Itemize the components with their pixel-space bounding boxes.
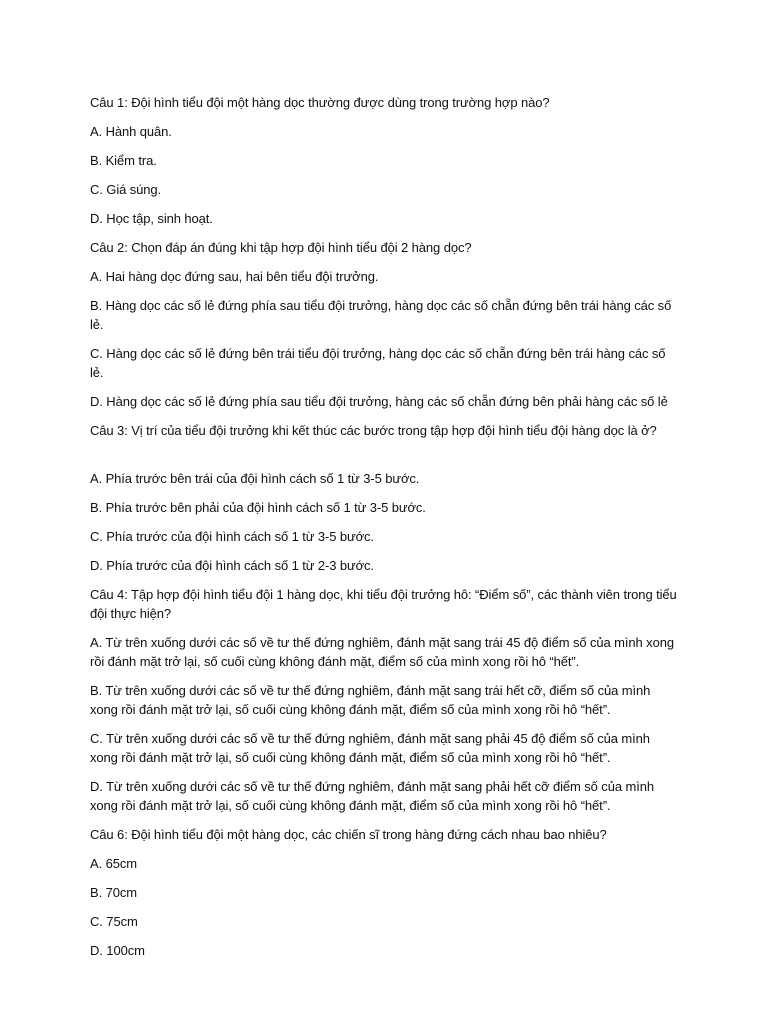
document-content <box>90 93 680 970</box>
answer-option: A. 65cm <box>90 856 137 871</box>
answer-option: C. Từ trên xuống dưới các số về tư thế đứng nghiêm, đánh mặt sang phải 45 độ điểm số của mình xong rồi đánh mặt trở lại, số cuối cùng không đánh mặt, điểm số của mình xong rồi hô “hết”. <box>90 731 650 765</box>
answer-option: B. Từ trên xuống dưới các số về tư thế đứng nghiêm, đánh mặt sang trái hết cỡ, điểm số của mình xong rồi đánh mặt trở lại, số cuối cùng không đánh mặt, điểm số của mình xong rồi hô “hết”. <box>90 683 651 717</box>
question-2 <box>90 238 680 411</box>
answer-option: C. Hàng dọc các số lẻ đứng bên trái tiểu đội trưởng, hàng dọc các số chẵn đứng bên trái hàng các số lẻ. <box>90 346 666 380</box>
question-text: Câu 3: Vị trí của tiểu đội trưởng khi kết thúc các bước trong tập hợp đội hình tiểu đội hàng dọc là ở? <box>90 423 657 438</box>
question-3 <box>90 421 680 575</box>
answer-option: D. 100cm <box>90 943 145 958</box>
question-6 <box>90 825 680 960</box>
answer-option: B. Phía trước bên phải của đội hình cách số 1 từ 3-5 bước. <box>90 500 426 515</box>
answer-option: D. Học tập, sinh hoạt. <box>90 211 213 226</box>
answer-option: D. Phía trước của đội hình cách số 1 từ 2-3 bước. <box>90 558 374 573</box>
answer-option: A. Phía trước bên trái của đội hình cách số 1 từ 3-5 bước. <box>90 471 420 486</box>
answer-option: A. Hai hàng dọc đứng sau, hai bên tiểu đội trưởng. <box>90 269 379 284</box>
answer-option: A. Từ trên xuống dưới các số về tư thế đứng nghiêm, đánh mặt sang trái 45 độ điểm số của mình xong rồi đánh mặt trở lại, số cuối cùng không đánh mặt, điểm số của mình xong rồi hô “hết”. <box>90 635 674 669</box>
answer-option: B. 70cm <box>90 885 137 900</box>
answer-option: C. Giá súng. <box>90 182 162 197</box>
answer-option: A. Hành quân. <box>90 124 172 139</box>
answer-option: B. Hàng dọc các số lẻ đứng phía sau tiểu đội trưởng, hàng dọc các số chẵn đứng bên trái hàng các số lẻ. <box>90 298 672 332</box>
question-text: Câu 1: Đội hình tiểu đội một hàng dọc thường được dùng trong trường hợp nào? <box>90 95 550 110</box>
answer-option: D. Từ trên xuống dưới các số về tư thế đứng nghiêm, đánh mặt sang phải hết cỡ điểm số của mình xong rồi đánh mặt trở lại, số cuối cùng không đánh mặt, điểm số của mình xong rồi hô “hết”. <box>90 779 654 813</box>
answer-option: C. 75cm <box>90 914 138 929</box>
question-4 <box>90 585 680 815</box>
answer-option: D. Hàng dọc các số lẻ đứng phía sau tiểu đội trưởng, hàng các số chẵn đứng bên phải hàng các số lẻ <box>90 394 668 409</box>
answer-option: B. Kiểm tra. <box>90 153 157 168</box>
question-text: Câu 6: Đội hình tiểu đội một hàng dọc, các chiến sĩ trong hàng đứng cách nhau bao nhiêu? <box>90 827 607 842</box>
question-text: Câu 4: Tập hợp đội hình tiểu đội 1 hàng dọc, khi tiểu đội trưởng hô: “Điểm số”, các thành viên trong tiểu đội thực hiện? <box>90 587 677 621</box>
question-text: Câu 2: Chọn đáp án đúng khi tập hợp đội hình tiểu đội 2 hàng dọc? <box>90 240 472 255</box>
answer-option: C. Phía trước của đội hình cách số 1 từ 3-5 bước. <box>90 529 374 544</box>
question-1 <box>90 93 680 228</box>
